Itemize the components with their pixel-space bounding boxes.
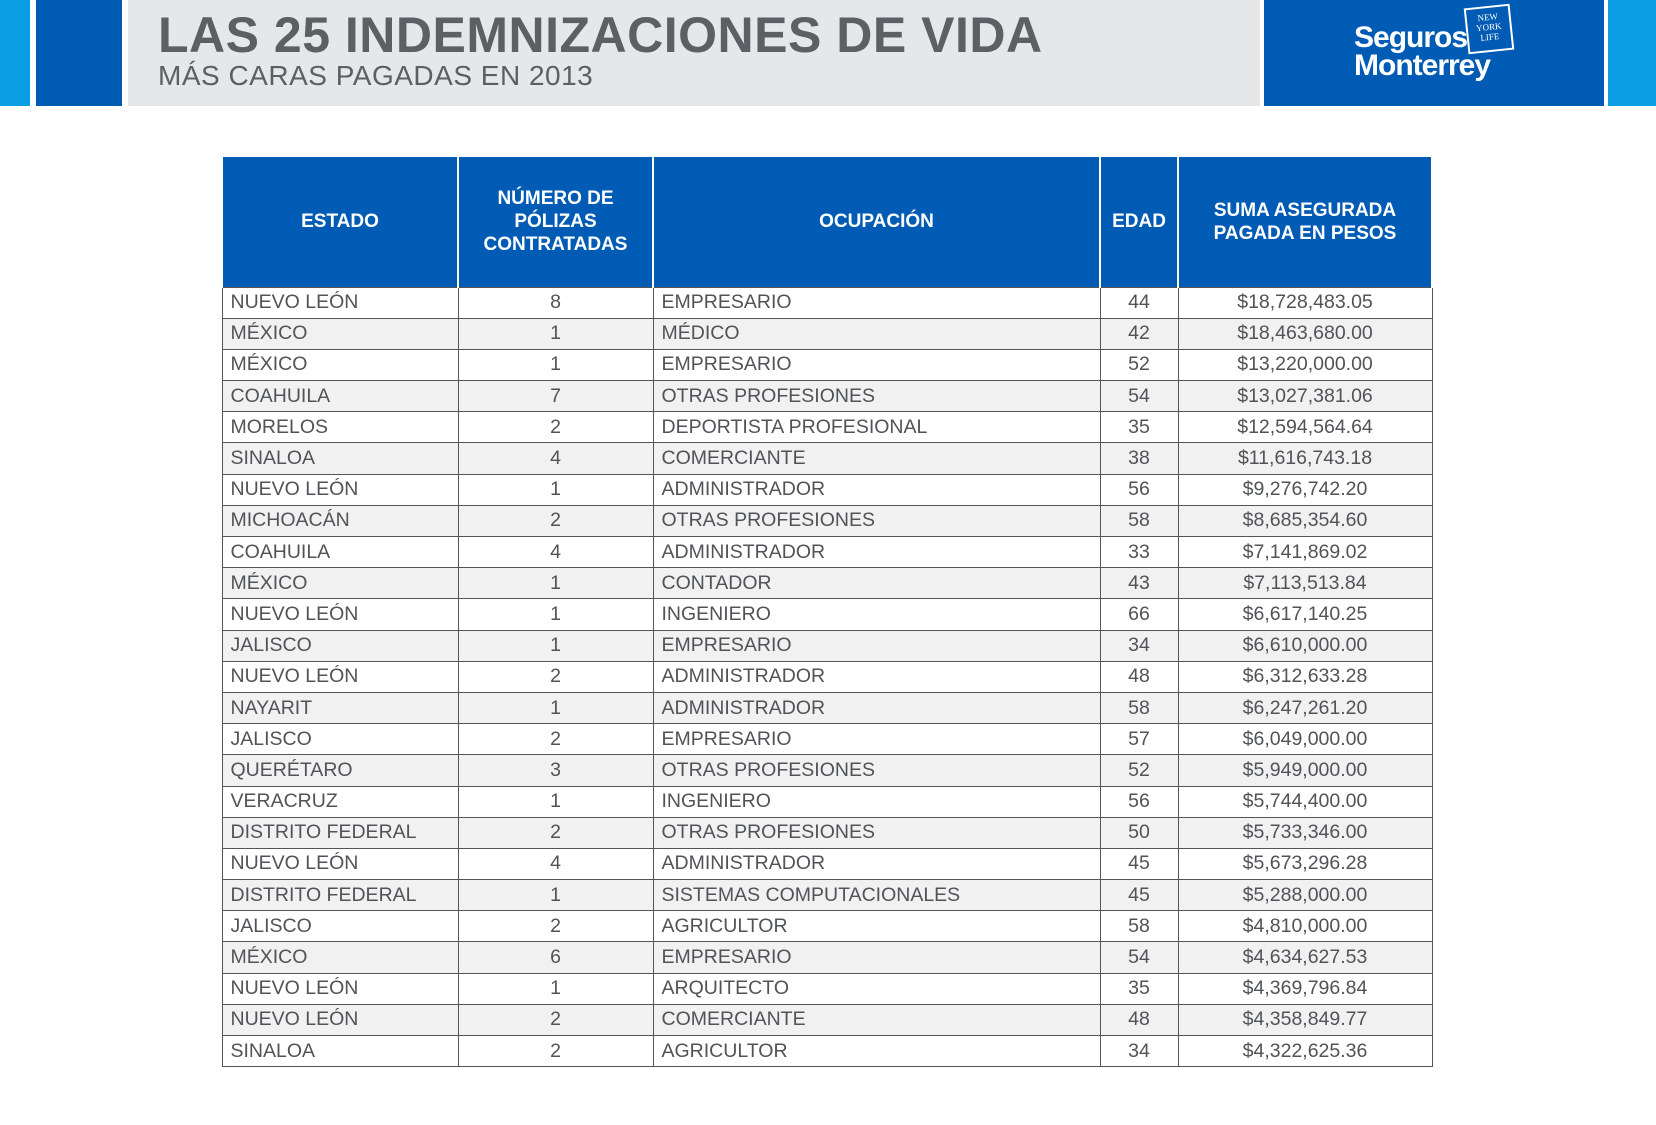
cell-ocupacion: EMPRESARIO xyxy=(653,942,1100,973)
table-body xyxy=(222,287,1432,1067)
logo-line-1: Seguros xyxy=(1354,21,1468,54)
new-york-life-logo-icon: NEW YORK LIFE xyxy=(1464,4,1515,55)
header-stripe-right-light xyxy=(1608,0,1656,106)
cell-edad: 56 xyxy=(1100,474,1178,505)
cell-polizas: 2 xyxy=(458,661,653,692)
cell-ocupacion: ADMINISTRADOR xyxy=(653,474,1100,505)
cell-edad: 54 xyxy=(1100,381,1178,412)
cell-polizas: 2 xyxy=(458,817,653,848)
cell-edad: 48 xyxy=(1100,1004,1178,1035)
cell-suma-asegurada: $4,358,849.77 xyxy=(1178,1004,1432,1035)
cell-estado: QUERÉTARO xyxy=(222,755,458,786)
cell-suma-asegurada: $5,673,296.28 xyxy=(1178,848,1432,879)
cell-edad: 50 xyxy=(1100,817,1178,848)
table-row xyxy=(222,661,1432,692)
cell-edad: 48 xyxy=(1100,661,1178,692)
cell-suma-asegurada: $18,463,680.00 xyxy=(1178,318,1432,349)
cell-ocupacion: ARQUITECTO xyxy=(653,973,1100,1004)
column-header-suma-asegurada: SUMA ASEGURADA PAGADA EN PESOS xyxy=(1178,157,1432,287)
cell-ocupacion: OTRAS PROFESIONES xyxy=(653,505,1100,536)
cell-ocupacion: EMPRESARIO xyxy=(653,349,1100,380)
cell-edad: 44 xyxy=(1100,287,1178,318)
header-stripe-left-dark xyxy=(36,0,122,106)
cell-suma-asegurada: $11,616,743.18 xyxy=(1178,443,1432,474)
table-row xyxy=(222,786,1432,817)
cell-suma-asegurada: $6,312,633.28 xyxy=(1178,661,1432,692)
header-title-band xyxy=(128,0,1260,106)
cell-polizas: 1 xyxy=(458,349,653,380)
table-row xyxy=(222,1036,1432,1067)
cell-estado: NUEVO LEÓN xyxy=(222,474,458,505)
table-row xyxy=(222,381,1432,412)
cell-edad: 58 xyxy=(1100,911,1178,942)
cell-ocupacion: OTRAS PROFESIONES xyxy=(653,817,1100,848)
table-row xyxy=(222,599,1432,630)
cell-ocupacion: CONTADOR xyxy=(653,568,1100,599)
cell-edad: 42 xyxy=(1100,318,1178,349)
cell-edad: 52 xyxy=(1100,755,1178,786)
cell-edad: 38 xyxy=(1100,443,1178,474)
claims-table xyxy=(221,157,1433,1067)
cell-edad: 35 xyxy=(1100,973,1178,1004)
cell-edad: 45 xyxy=(1100,880,1178,911)
cell-suma-asegurada: $4,322,625.36 xyxy=(1178,1036,1432,1067)
table-row xyxy=(222,318,1432,349)
cell-polizas: 1 xyxy=(458,973,653,1004)
table-row xyxy=(222,817,1432,848)
cell-polizas: 1 xyxy=(458,786,653,817)
table-row xyxy=(222,443,1432,474)
cell-estado: MÉXICO xyxy=(222,942,458,973)
cell-edad: 57 xyxy=(1100,724,1178,755)
cell-ocupacion: EMPRESARIO xyxy=(653,630,1100,661)
cell-estado: NUEVO LEÓN xyxy=(222,599,458,630)
cell-polizas: 4 xyxy=(458,443,653,474)
cell-suma-asegurada: $5,733,346.00 xyxy=(1178,817,1432,848)
cell-estado: MÉXICO xyxy=(222,318,458,349)
cell-estado: NAYARIT xyxy=(222,692,458,723)
cell-edad: 52 xyxy=(1100,349,1178,380)
cell-estado: MÉXICO xyxy=(222,568,458,599)
cell-edad: 34 xyxy=(1100,630,1178,661)
cell-polizas: 4 xyxy=(458,537,653,568)
table-row xyxy=(222,692,1432,723)
cell-polizas: 1 xyxy=(458,880,653,911)
cell-polizas: 1 xyxy=(458,318,653,349)
cell-suma-asegurada: $5,949,000.00 xyxy=(1178,755,1432,786)
cell-estado: MORELOS xyxy=(222,412,458,443)
cell-edad: 66 xyxy=(1100,599,1178,630)
table-row xyxy=(222,973,1432,1004)
cell-polizas: 2 xyxy=(458,412,653,443)
cell-ocupacion: AGRICULTOR xyxy=(653,911,1100,942)
page-subtitle: MÁS CARAS PAGADAS EN 2013 xyxy=(158,60,594,91)
cell-estado: MICHOACÁN xyxy=(222,505,458,536)
cell-polizas: 7 xyxy=(458,381,653,412)
cell-estado: NUEVO LEÓN xyxy=(222,848,458,879)
cell-ocupacion: OTRAS PROFESIONES xyxy=(653,381,1100,412)
table-row xyxy=(222,880,1432,911)
cell-polizas: 2 xyxy=(458,1004,653,1035)
cell-suma-asegurada: $6,049,000.00 xyxy=(1178,724,1432,755)
cell-polizas: 2 xyxy=(458,911,653,942)
brand-logo-block xyxy=(1264,0,1604,106)
cell-ocupacion: INGENIERO xyxy=(653,786,1100,817)
cell-ocupacion: ADMINISTRADOR xyxy=(653,537,1100,568)
cell-estado: NUEVO LEÓN xyxy=(222,661,458,692)
cell-edad: 56 xyxy=(1100,786,1178,817)
cell-suma-asegurada: $4,810,000.00 xyxy=(1178,911,1432,942)
cell-polizas: 1 xyxy=(458,568,653,599)
cell-suma-asegurada: $4,634,627.53 xyxy=(1178,942,1432,973)
cell-ocupacion: AGRICULTOR xyxy=(653,1036,1100,1067)
cell-estado: NUEVO LEÓN xyxy=(222,973,458,1004)
cell-suma-asegurada: $6,617,140.25 xyxy=(1178,599,1432,630)
column-header-edad: EDAD xyxy=(1100,157,1178,287)
cell-polizas: 4 xyxy=(458,848,653,879)
cell-suma-asegurada: $5,288,000.00 xyxy=(1178,880,1432,911)
cell-edad: 58 xyxy=(1100,692,1178,723)
cell-estado: NUEVO LEÓN xyxy=(222,1004,458,1035)
table-row xyxy=(222,349,1432,380)
cell-polizas: 2 xyxy=(458,724,653,755)
logo-line-2: Monterrey xyxy=(1354,49,1491,82)
cell-ocupacion: SISTEMAS COMPUTACIONALES xyxy=(653,880,1100,911)
table-row xyxy=(222,412,1432,443)
cell-ocupacion: ADMINISTRADOR xyxy=(653,692,1100,723)
cell-polizas: 2 xyxy=(458,1036,653,1067)
cell-polizas: 2 xyxy=(458,505,653,536)
cell-edad: 58 xyxy=(1100,505,1178,536)
table-row xyxy=(222,474,1432,505)
cell-estado: DISTRITO FEDERAL xyxy=(222,817,458,848)
cell-estado: JALISCO xyxy=(222,911,458,942)
cell-estado: SINALOA xyxy=(222,443,458,474)
column-header-numero-polizas: NÚMERO DE PÓLIZAS CONTRATADAS xyxy=(458,157,653,287)
cell-suma-asegurada: $9,276,742.20 xyxy=(1178,474,1432,505)
cell-ocupacion: COMERCIANTE xyxy=(653,443,1100,474)
cell-edad: 34 xyxy=(1100,1036,1178,1067)
cell-edad: 43 xyxy=(1100,568,1178,599)
cell-suma-asegurada: $13,220,000.00 xyxy=(1178,349,1432,380)
table-row xyxy=(222,568,1432,599)
cell-suma-asegurada: $4,369,796.84 xyxy=(1178,973,1432,1004)
claims-table-container xyxy=(221,157,1431,1067)
cell-estado: VERACRUZ xyxy=(222,786,458,817)
cell-suma-asegurada: $7,113,513.84 xyxy=(1178,568,1432,599)
cell-estado: JALISCO xyxy=(222,724,458,755)
cell-estado: NUEVO LEÓN xyxy=(222,287,458,318)
cell-polizas: 1 xyxy=(458,630,653,661)
cell-ocupacion: ADMINISTRADOR xyxy=(653,848,1100,879)
column-header-ocupacion: OCUPACIÓN xyxy=(653,157,1100,287)
table-row xyxy=(222,942,1432,973)
table-row xyxy=(222,724,1432,755)
cell-ocupacion: ADMINISTRADOR xyxy=(653,661,1100,692)
cell-estado: COAHUILA xyxy=(222,537,458,568)
cell-polizas: 3 xyxy=(458,755,653,786)
cell-estado: DISTRITO FEDERAL xyxy=(222,880,458,911)
cell-suma-asegurada: $18,728,483.05 xyxy=(1178,287,1432,318)
cell-ocupacion: EMPRESARIO xyxy=(653,724,1100,755)
header-stripe-left-light xyxy=(0,0,30,106)
cell-ocupacion: INGENIERO xyxy=(653,599,1100,630)
cell-polizas: 8 xyxy=(458,287,653,318)
cell-estado: COAHUILA xyxy=(222,381,458,412)
cell-suma-asegurada: $7,141,869.02 xyxy=(1178,537,1432,568)
cell-estado: MÉXICO xyxy=(222,349,458,380)
table-header-row xyxy=(222,157,1432,287)
table-row xyxy=(222,505,1432,536)
table-row xyxy=(222,911,1432,942)
cell-ocupacion: OTRAS PROFESIONES xyxy=(653,755,1100,786)
cell-suma-asegurada: $8,685,354.60 xyxy=(1178,505,1432,536)
cell-polizas: 1 xyxy=(458,692,653,723)
cell-ocupacion: EMPRESARIO xyxy=(653,287,1100,318)
cell-ocupacion: MÉDICO xyxy=(653,318,1100,349)
cell-suma-asegurada: $13,027,381.06 xyxy=(1178,381,1432,412)
cell-polizas: 1 xyxy=(458,599,653,630)
cell-edad: 33 xyxy=(1100,537,1178,568)
cell-suma-asegurada: $5,744,400.00 xyxy=(1178,786,1432,817)
table-row xyxy=(222,755,1432,786)
table-row xyxy=(222,1004,1432,1035)
cell-edad: 35 xyxy=(1100,412,1178,443)
cell-estado: SINALOA xyxy=(222,1036,458,1067)
cell-suma-asegurada: $12,594,564.64 xyxy=(1178,412,1432,443)
cell-suma-asegurada: $6,610,000.00 xyxy=(1178,630,1432,661)
table-row xyxy=(222,630,1432,661)
column-header-estado: ESTADO xyxy=(222,157,458,287)
cell-suma-asegurada: $6,247,261.20 xyxy=(1178,692,1432,723)
cell-estado: JALISCO xyxy=(222,630,458,661)
cell-polizas: 6 xyxy=(458,942,653,973)
cell-edad: 45 xyxy=(1100,848,1178,879)
cell-polizas: 1 xyxy=(458,474,653,505)
table-row xyxy=(222,537,1432,568)
table-row xyxy=(222,287,1432,318)
cell-edad: 54 xyxy=(1100,942,1178,973)
table-row xyxy=(222,848,1432,879)
cell-ocupacion: COMERCIANTE xyxy=(653,1004,1100,1035)
cell-ocupacion: DEPORTISTA PROFESIONAL xyxy=(653,412,1100,443)
page-title: LAS 25 INDEMNIZACIONES DE VIDA xyxy=(158,7,1043,63)
